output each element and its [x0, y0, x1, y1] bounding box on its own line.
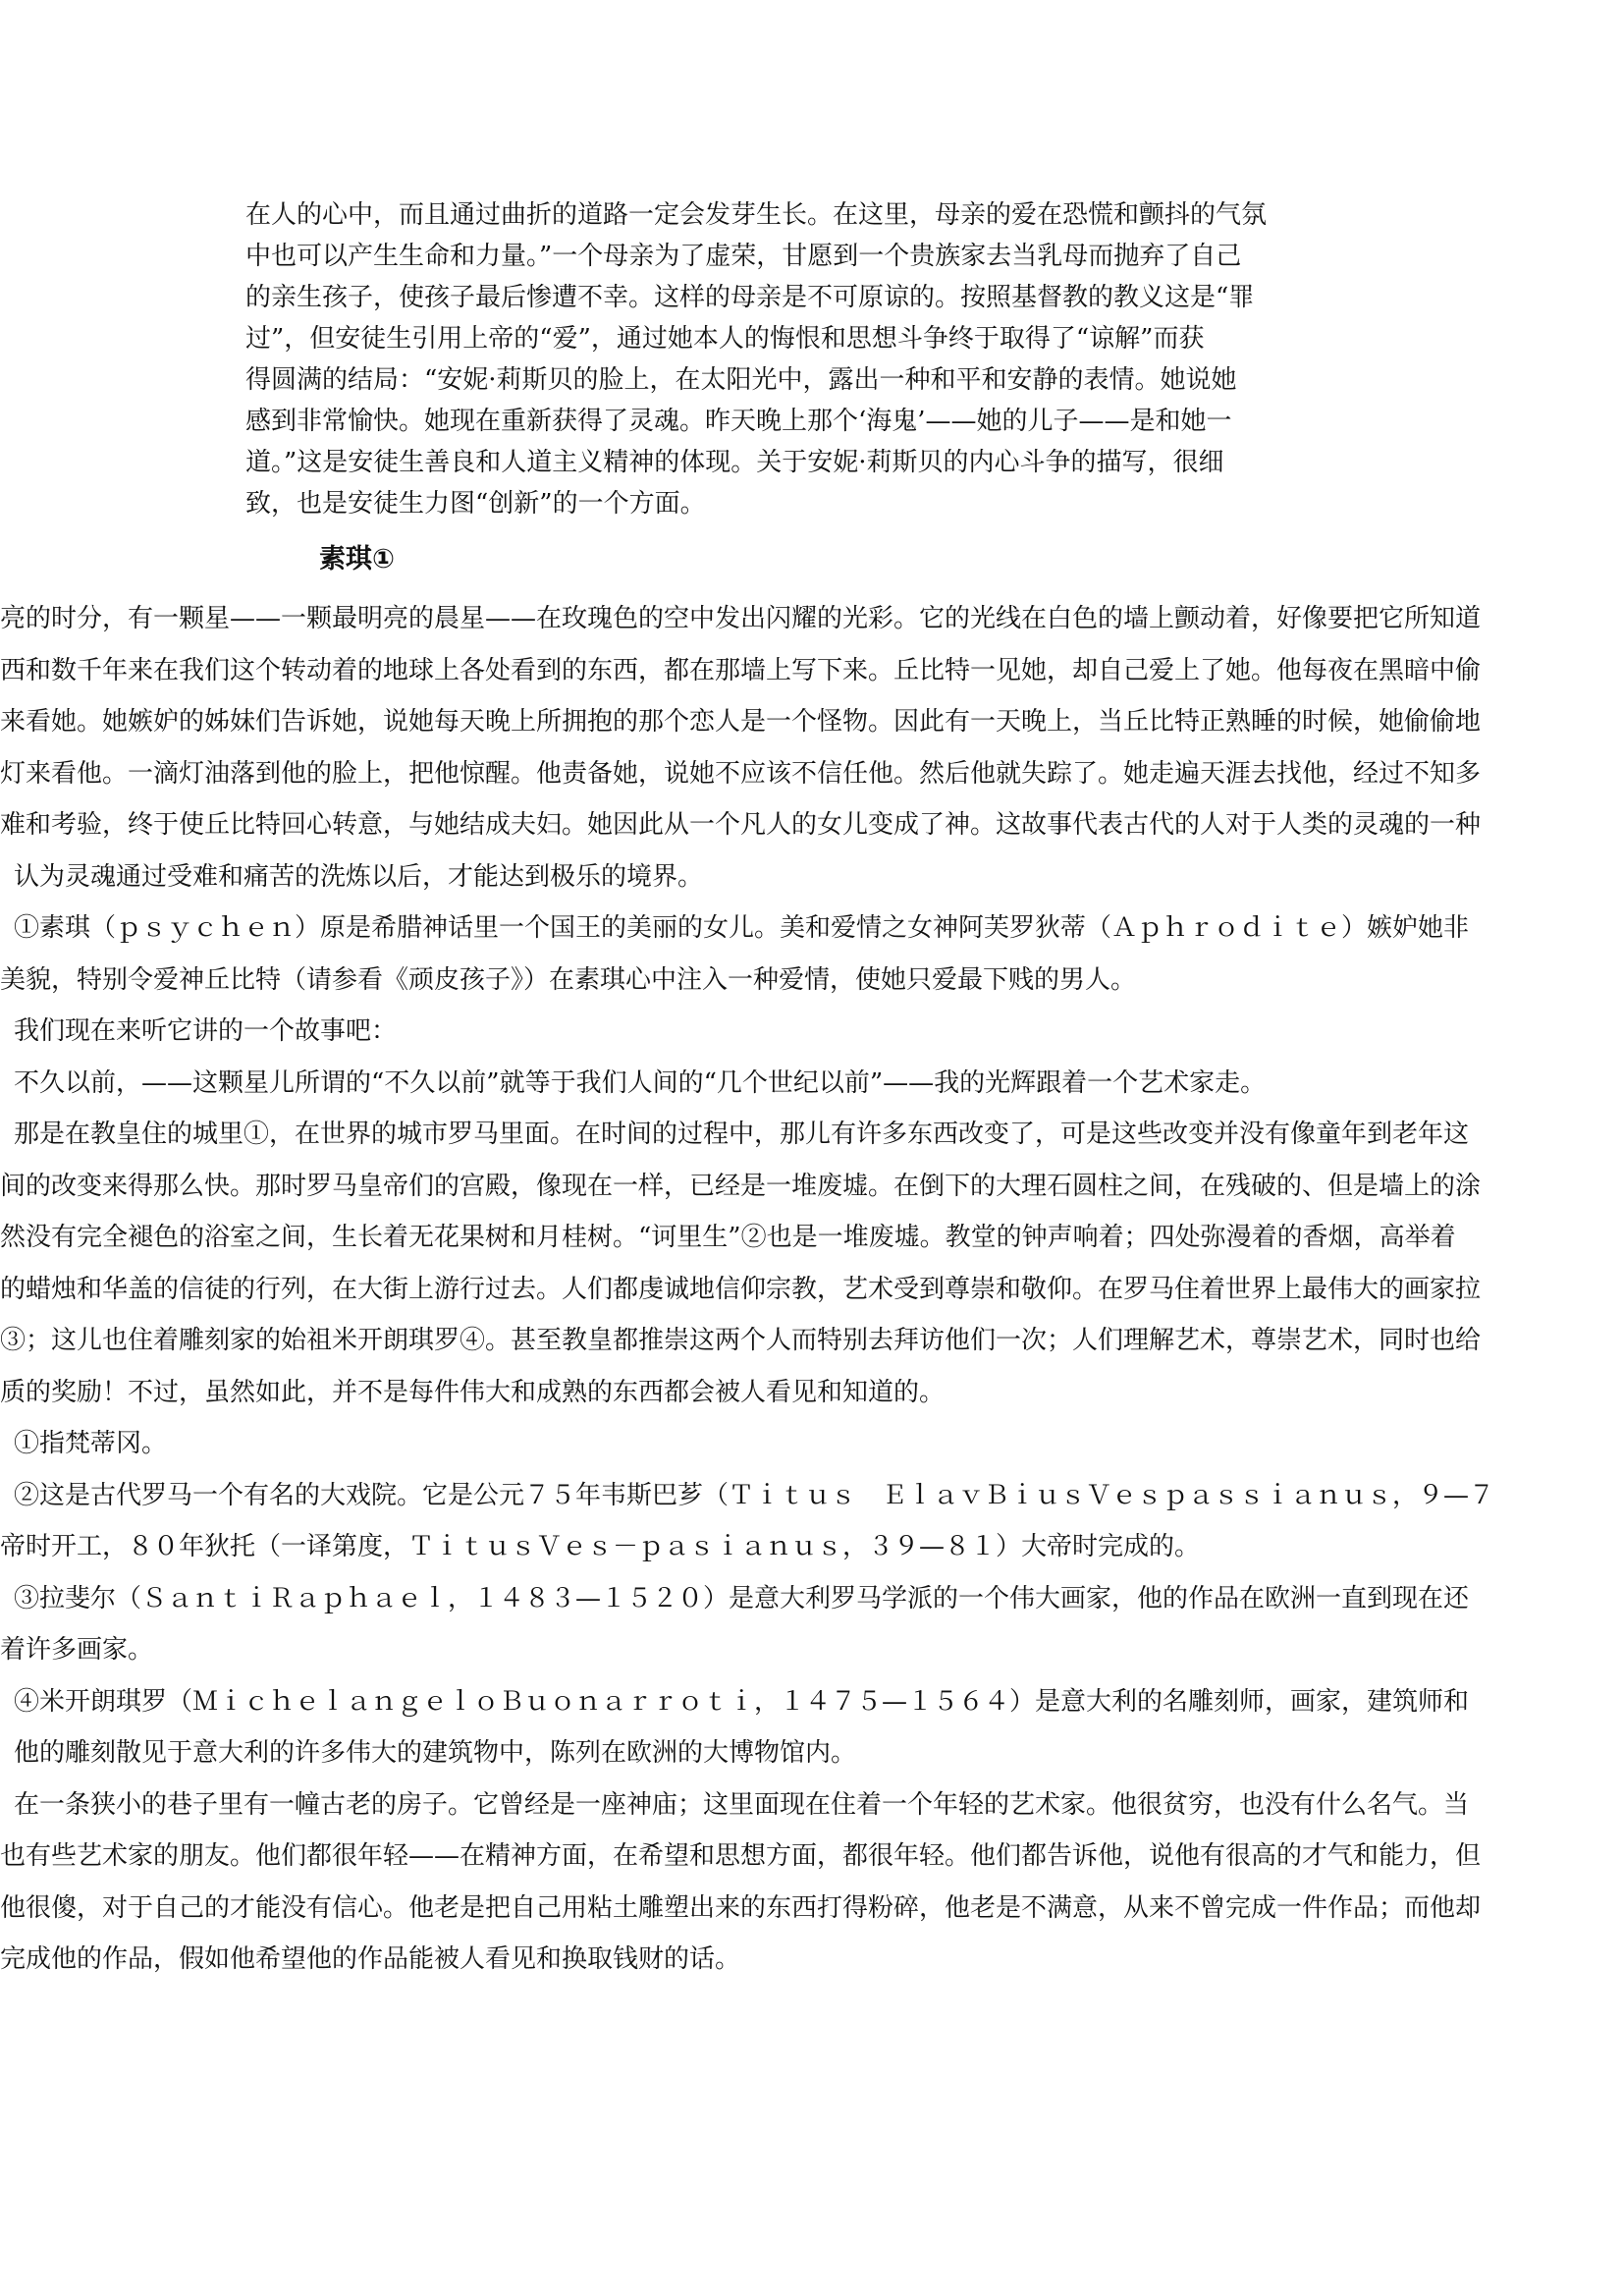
intro-line: 感到非常愉快。她现在重新获得了灵魂。昨天晚上那个‘海鬼’——她的儿子——是和她一 — [245, 407, 1232, 436]
footnote-line: ②这是古代罗马一个有名的大戏院。它是公元７５年韦斯巴芗（Ｔｉｔｕｓ ＥｌａｖＢｉｕｓＶｅｓｐａｓｓｉａｎｕｓ，９—７ — [14, 1480, 1495, 1510]
body-line: 难和考验，终于使丘比特回心转意，与她结成夫妇。她因此从一个凡人的女儿变成了神。这故事代表古代的人对于人类的灵魂的一种 — [0, 810, 1482, 840]
body-line: 西和数千年来在我们这个转动着的地球上各处看到的东西，都在那墙上写下来。丘比特一见她，却自己爱上了她。他每夜在黑暗中偷 — [0, 655, 1482, 685]
body-line: 那是在教皇住的城里①，在世界的城市罗马里面。在时间的过程中，那儿有许多东西改变了，可是这些改变并没有像童年到老年这 — [14, 1120, 1470, 1149]
body-line: 亮的时分，有一颗星——一颗最明亮的晨星——在玫瑰色的空中发出闪耀的光彩。它的光线在白色的墙上颤动着，好像要把它所知道 — [0, 604, 1482, 633]
body-line: 在一条狭小的巷子里有一幢古老的房子。它曾经是一座神庙；这里面现在住着一个年轻的艺术家。他很贫穷，也没有什么名气。当 — [14, 1789, 1470, 1820]
body-line: 的蜡烛和华盖的信徒的行列，在大街上游行过去。人们都虔诚地信仰宗教，艺术受到尊崇和敬仰。在罗马住着世界上最伟大的画家拉 — [0, 1274, 1482, 1304]
footnote-line: ④米开朗琪罗（ＭｉｃｈｅｌａｎｇｅｌｏＢｕｏｎａｒｒｏｔｉ，１４７５—１５６４）是意大利的名雕刻师，画家，建筑师和 — [14, 1686, 1470, 1717]
body-line: 也有些艺术家的朋友。他们都很年轻——在精神方面，在希望和思想方面，都很年轻。他们都告诉他，说他有很高的才气和能力，但 — [0, 1841, 1482, 1871]
intro-line: 道。”这是安徒生善良和人道主义精神的体现。关于安妮·莉斯贝的内心斗争的描写，很细 — [245, 448, 1224, 477]
intro-paragraph — [245, 194, 1384, 524]
story-body — [0, 593, 1623, 1986]
footnote-line: ③拉斐尔（ＳａｎｔｉＲａｐｈａｅｌ，１４８３—１５２０）是意大利罗马学派的一个伟大画家，他的作品在欧洲一直到现在还 — [14, 1583, 1470, 1613]
intro-line: 过”，但安徒生引用上帝的“爱”，通过她本人的悔恨和思想斗争终于取得了“谅解”而获 — [245, 324, 1205, 354]
body-line: ③；这儿也住着雕刻家的始祖米开朗琪罗④。甚至教皇都推崇这两个人而特别去拜访他们一次；人们理解艺术，尊崇艺术，同时也给 — [0, 1326, 1482, 1355]
footnote-line: ①素琪（ｐｓｙｃｈｅｎ）原是希腊神话里一个国王的美丽的女儿。美和爱情之女神阿芙罗狄蒂（Ａｐｈｒｏｄｉｔｅ）嫉妒她非 — [14, 913, 1470, 943]
footnote-line: 帝时开工，８０年狄托（一译第度，ＴｉｔｕｓＶｅｓ－ｐａｓｉａｎｕｓ，３９—８１）大帝时完成的。 — [0, 1532, 1201, 1561]
body-line: 然没有完全褪色的浴室之间，生长着无花果树和月桂树。“诃里生”②也是一堆废墟。教堂的钟声响着；四处弥漫着的香烟，高举着 — [0, 1223, 1456, 1252]
body-line: 质的奖励！不过，虽然如此，并不是每件伟大和成熟的东西都会被人看见和知道的。 — [0, 1377, 946, 1407]
intro-line: 致，也是安徒生力图“创新”的一个方面。 — [245, 489, 706, 519]
intro-line: 在人的心中，而且通过曲折的道路一定会发芽生长。在这里，母亲的爱在恐慌和颤抖的气氛 — [245, 200, 1268, 230]
body-line: 来看她。她嫉妒的姊妹们告诉她，说她每天晚上所拥抱的那个恋人是一个怪物。因此有一天晚上，当丘比特正熟睡的时候，她偷偷地 — [0, 707, 1482, 737]
body-line: 灯来看他。一滴灯油落到他的脸上，把他惊醒。他责备她，说她不应该不信任他。然后他就失踪了。她走遍天涯去找他，经过不知多 — [0, 758, 1482, 789]
body-line: 间的改变来得那么快。那时罗马皇帝们的宫殿，像现在一样，已经是一堆废墟。在倒下的大理石圆柱之间，在残破的、但是墙上的涂 — [0, 1171, 1482, 1201]
intro-line: 的亲生孩子，使孩子最后惨遭不幸。这样的母亲是不可原谅的。按照基督教的教义这是“罪 — [245, 283, 1255, 312]
footnote-line: 他的雕刻散见于意大利的许多伟大的建筑物中，陈列在欧洲的大博物馆内。 — [14, 1738, 857, 1768]
footnote-line: 美貌，特别令爱神丘比特（请参看《顽皮孩子》）在素琪心中注入一种爱情，使她只爱最下贱的男人。 — [0, 964, 1137, 995]
body-line: 认为灵魂通过受难和痛苦的洗炼以后，才能达到极乐的境界。 — [14, 861, 704, 892]
body-line: 我们现在来听它讲的一个故事吧： — [14, 1016, 398, 1046]
body-line: 不久以前，——这颗星儿所谓的“不久以前”就等于我们人间的“几个世纪以前”——我的光辉跟着一个艺术家走。 — [14, 1067, 1267, 1098]
footnote-line: 着许多画家。 — [0, 1635, 154, 1665]
section-heading: 素琪① — [319, 544, 395, 574]
intro-line: 中也可以产生生命和力量。”一个母亲为了虚荣，甘愿到一个贵族家去当乳母而抛弃了自己 — [245, 242, 1242, 271]
body-line: 他很傻，对于自己的才能没有信心。他老是把自己用粘土雕塑出来的东西打得粉碎，他老是不满意，从来不曾完成一件作品；而他却 — [0, 1892, 1482, 1923]
body-line: 完成他的作品，假如他希望他的作品能被人看见和换取钱财的话。 — [0, 1944, 741, 1974]
intro-line: 得圆满的结局：“安妮·莉斯贝的脸上，在太阳光中，露出一种和平和安静的表情。她说她 — [245, 365, 1237, 395]
footnote-line: ①指梵蒂冈。 — [14, 1429, 168, 1458]
